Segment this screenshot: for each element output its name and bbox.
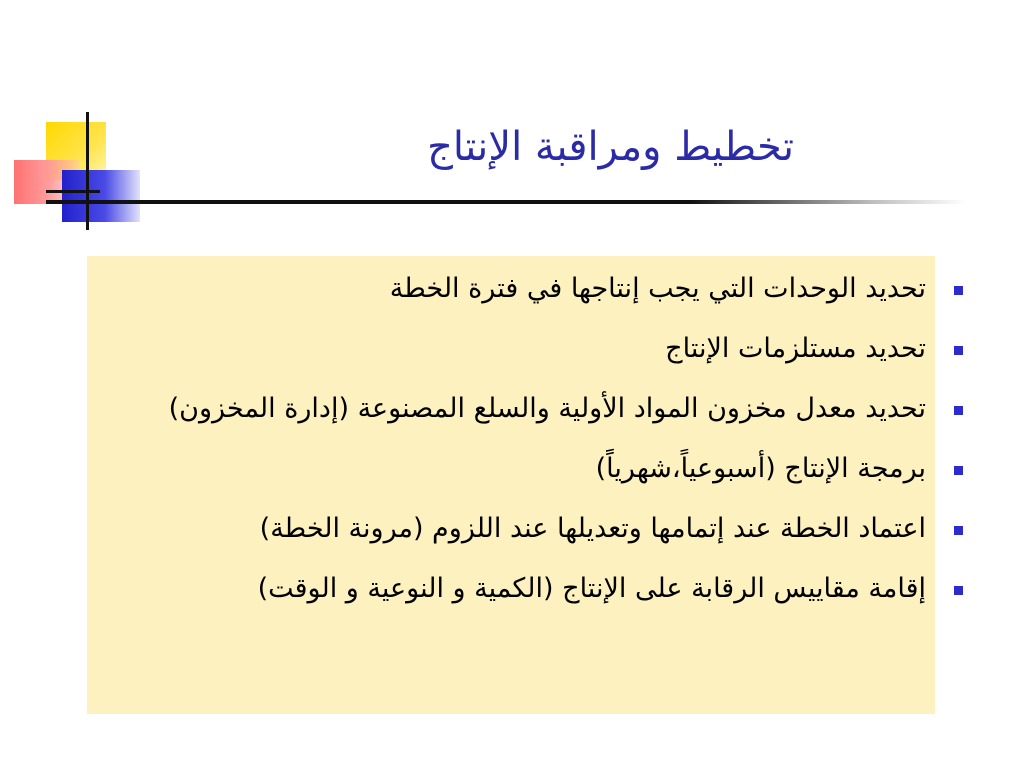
slide-logo [0,0,220,240]
bullet-text: إقامة مقاييس الرقابة على الإنتاج (الكمية و النوعية و الوقت) [257,573,926,604]
title-underline [46,200,966,204]
square-bullet-icon [954,346,963,355]
bullet-item [136,386,926,432]
bullet-text: تحديد معدل مخزون المواد الأولية والسلع المصنوعة (إدارة المخزون) [168,393,926,424]
bullet-text: اعتماد الخطة عند إتمامها وتعديلها عند اللزوم (مرونة الخطة) [259,513,926,544]
logo-blue-square [62,170,140,222]
square-bullet-icon [954,286,963,295]
square-bullet-icon [954,526,963,535]
slide-title: تخطيط ومراقبة الإنتاج [427,124,794,170]
logo-vertical-line [86,112,89,230]
bullet-item [136,446,926,492]
bullet-item [136,266,926,312]
bullet-list [136,266,926,626]
square-bullet-icon [954,406,963,415]
bullet-item [136,326,926,372]
square-bullet-icon [954,586,963,595]
square-bullet-icon [954,466,963,475]
bullet-item [136,506,926,552]
bullet-text: تحديد الوحدات التي يجب إنتاجها في فترة الخطة [389,273,926,304]
logo-short-line [46,190,100,193]
bullet-text: تحديد مستلزمات الإنتاج [665,333,926,364]
bullet-item [136,566,926,612]
bullet-text: برمجة الإنتاج (أسبوعياً،شهرياًً) [595,453,926,484]
